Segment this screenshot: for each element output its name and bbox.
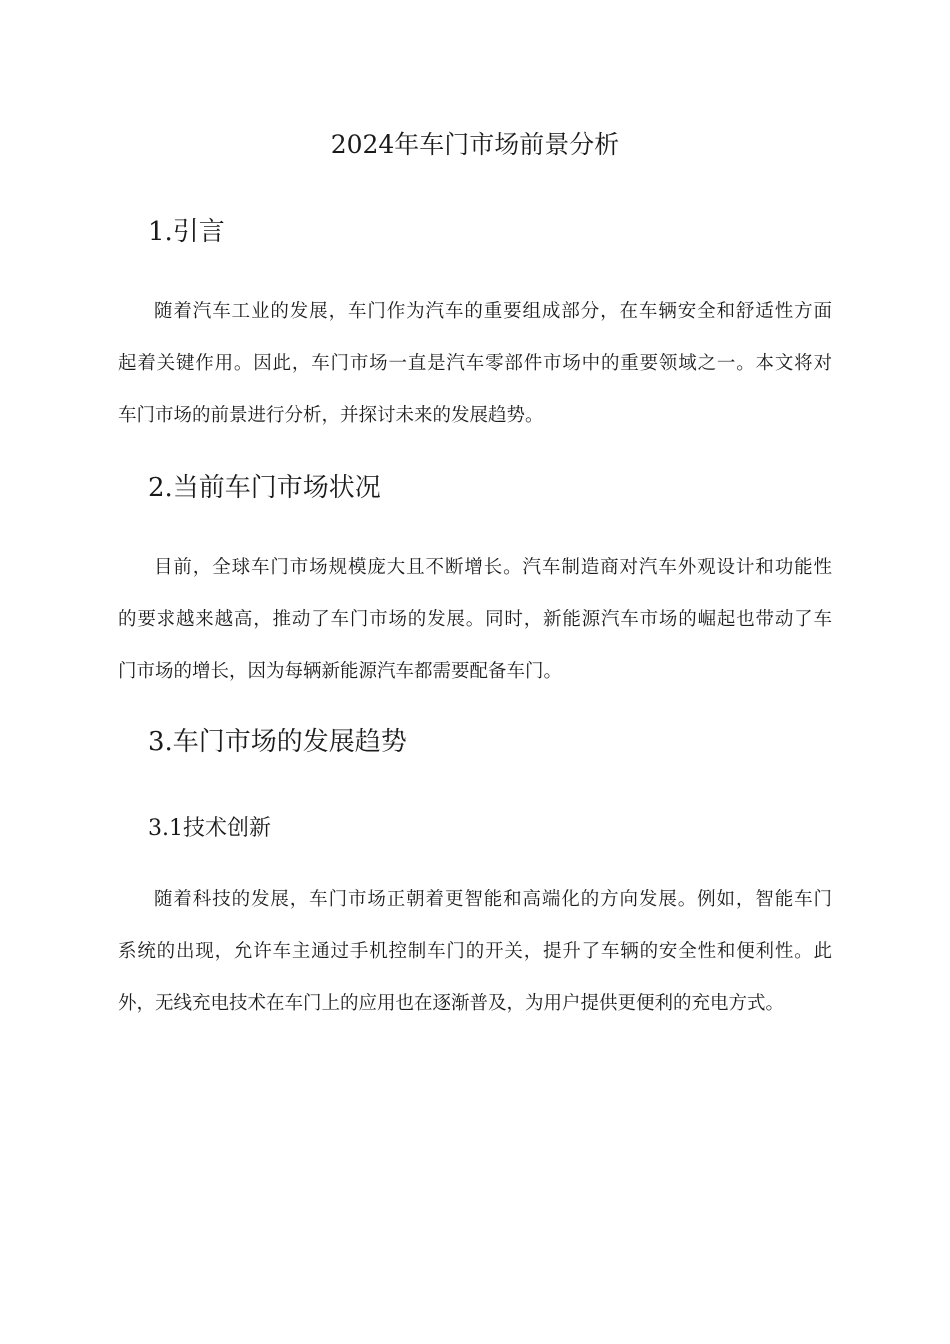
introduction-paragraph <box>118 286 832 442</box>
subsection-heading-tech-innovation: 3.1技术创新 <box>148 816 271 841</box>
paragraph-line: 车门市场的前景进行分析，并探讨未来的发展趋势。 <box>118 405 544 426</box>
tech-innovation-paragraph <box>118 874 832 1030</box>
paragraph-line: 的要求越来越高，推动了车门市场的发展。同时，新能源汽车市场的崛起也带动了车 <box>118 609 832 630</box>
section-heading-introduction: 1.引言 <box>148 217 225 247</box>
section-heading-current-market: 2.当前车门市场状况 <box>148 473 381 503</box>
paragraph-line: 外，无线充电技术在车门上的应用也在逐渐普及，为用户提供更便利的充电方式。 <box>118 993 785 1014</box>
paragraph-line: 系统的出现，允许车主通过手机控制车门的开关，提升了车辆的安全性和便利性。此 <box>118 941 832 962</box>
section-heading-trends: 3.车门市场的发展趋势 <box>148 727 407 757</box>
document-title: 2024年车门市场前景分析 <box>330 130 620 159</box>
paragraph-line: 起着关键作用。因此，车门市场一直是汽车零部件市场中的重要领域之一。本文将对 <box>118 353 832 374</box>
paragraph-line: 门市场的增长，因为每辆新能源汽车都需要配备车门。 <box>118 661 563 682</box>
current-market-paragraph <box>118 542 832 698</box>
paragraph-line: 随着汽车工业的发展，车门作为汽车的重要组成部分，在车辆安全和舒适性方面 <box>154 301 832 322</box>
paragraph-line: 目前，全球车门市场规模庞大且不断增长。汽车制造商对汽车外观设计和功能性 <box>154 557 832 578</box>
paragraph-line: 随着科技的发展，车门市场正朝着更智能和高端化的方向发展。例如，智能车门 <box>154 889 832 910</box>
